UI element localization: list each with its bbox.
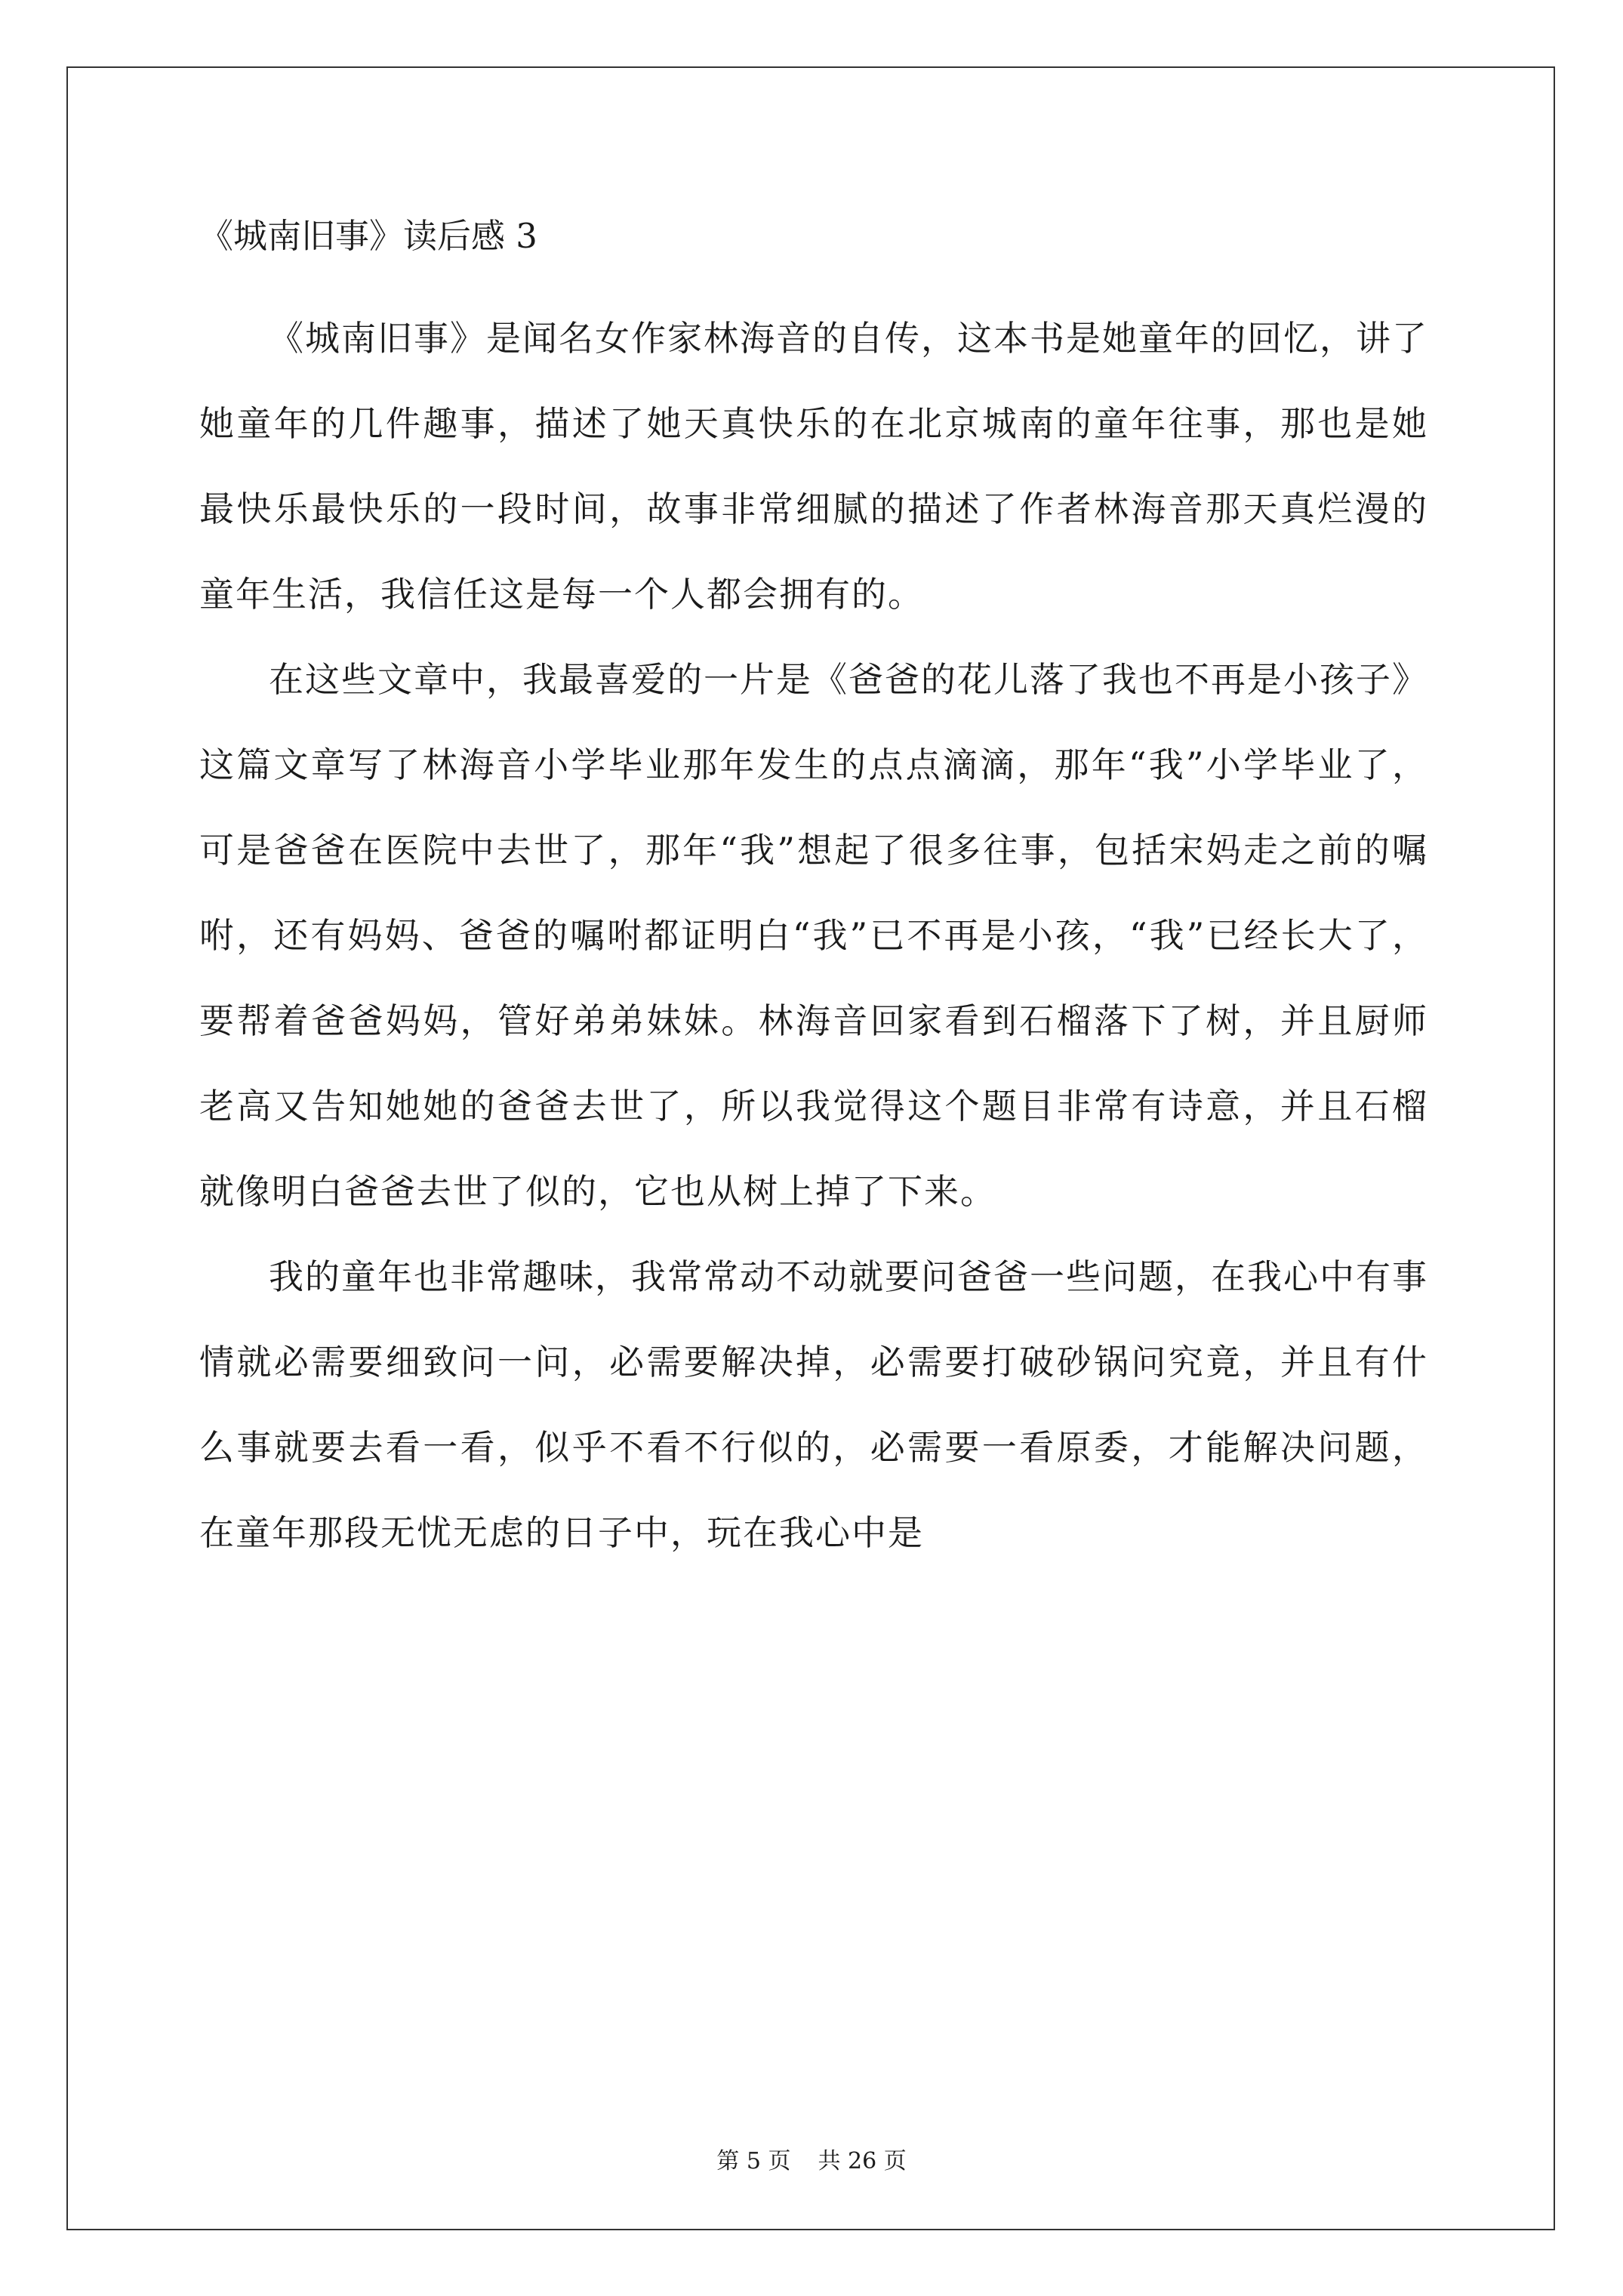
paragraph-favorite-chapter: 在这些文章中，我最喜爱的一片是《爸爸的花儿落了我也不再是小孩子》这篇文章写了林海音小学毕业那年发生的点点滴滴，那年“我”小学毕业了，可是爸爸在医院中去世了，那年“我”想起了很多往事，包括宋妈走之前的嘱咐，还有妈妈、爸爸的嘱咐都证明白“我”已不再是小孩，“我”已经长大了，要帮着爸爸妈妈，管好弟弟妹妹。林海音回家看到石榴落下了树，并且厨师老高又告知她她的爸爸去世了，所以我觉得这个题目非常有诗意，并且石榴就像明白爸爸去世了似的，它也从树上掉了下来。 bbox=[199, 659, 1428, 1212]
page-total: 共 26 页 bbox=[818, 2148, 907, 2174]
document-title: 《城南旧事》读后感 3 bbox=[199, 216, 537, 256]
document-body bbox=[199, 216, 1428, 1576]
paragraph-my-childhood: 我的童年也非常趣味，我常常动不动就要问爸爸一些问题，在我心中有事情就必需要细致问一问，必需要解决掉，必需要打破砂锅问究竟，并且有什么事就要去看一看，似乎不看不行似的，必需要一看原委，才能解决问题，在童年那段无忧无虑的日子中，玩在我心中是 bbox=[199, 1256, 1428, 1553]
page-number: 第 5 页 bbox=[716, 2148, 791, 2174]
page-footer bbox=[0, 2150, 1623, 2173]
paragraph-intro: 《城南旧事》是闻名女作家林海音的自传，这本书是她童年的回忆，讲了她童年的几件趣事，描述了她天真快乐的在北京城南的童年往事，那也是她最快乐最快乐的一段时间，故事非常细腻的描述了作者林海音那天真烂漫的童年生活，我信任这是每一个人都会拥有的。 bbox=[199, 318, 1428, 615]
